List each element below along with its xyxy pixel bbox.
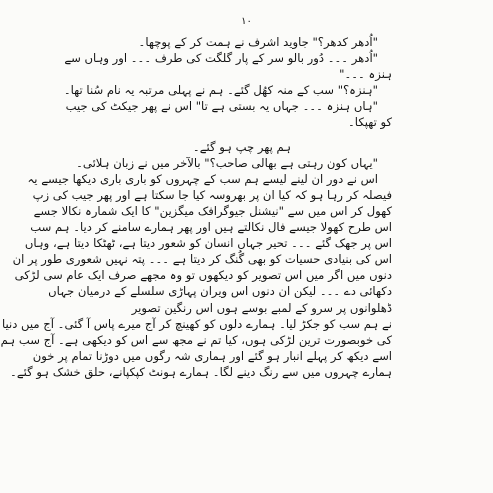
text-line: دکھائی دے ۔۔۔ لیکن ان دنوں اس ویران پہاڑی سلسلے کے درمیان جہاں xyxy=(48,284,392,299)
text-line: اس کی بنیادی حسیات کو بھی گُنگ کر دیتا ہے ۔۔۔ پتہ نہیں شعوری طور پر ان xyxy=(12,252,392,267)
text-line: فیصلہ کر رہا ہو کہ کیا ان پر بھروسہ کیا جا سکتا ہے اور پھر جیب کی زپ xyxy=(32,187,392,202)
page-number: ۱۰ xyxy=(241,16,252,27)
text-line: دنوں میں اگر میں اس تصویر کو دیکھوں تو وہ مجھے صرف ایک عام سی لڑکی xyxy=(14,268,392,283)
text-line: اس پر جھک گئے ۔۔۔ تحیر جہاں انسان کو شعور دیتا ہے، ٹھٹکا دیتا ہے، وہاں xyxy=(24,236,392,251)
text-line: ہم پھر چپ ہو گئے۔ xyxy=(192,139,292,154)
text-line: ہنزہ ۔۔۔" xyxy=(339,67,392,82)
text-line: نے ہم سب کو جکڑ لیا۔ ہمارے دلوں کو کھینچ کر آج میرے پاس آ گئی۔ آج میں دنیا xyxy=(1,316,392,331)
text-line: کو تھپکا۔ xyxy=(348,115,392,130)
text-line: "اُدھر ۔۔۔ دُور بالو سر کے پار گلگت کی طرف ۔۔۔ اور وہاں سے xyxy=(64,51,378,66)
text-line: "اُدھر کدھر؟" جاوید اشرف نے ہمت کر کے پوچھا۔ xyxy=(138,35,378,49)
text-line: کھول کر اس میں سے "نیشنل جیوگرافک میگزین" کا ایک شمارہ نکالا جسے xyxy=(33,203,392,218)
text-line: "ہنزہ؟" سب کے منہ کھُل گئے۔ ہم نے پہلی مرتبہ یہ نام سُنا تھا۔ xyxy=(63,83,378,98)
text-line: ہمارے چہروں میں سے رنگ دینے لگا۔ ہمارے ہونٹ کپکپانے، حلق خشک ہو گئے۔ xyxy=(10,364,392,379)
text-line: کی خوبصورت ترین لڑکی ہوں، کیا تم نے مجھ سے اس کو دیکھی ہے۔ آج سب ہم xyxy=(0,332,392,347)
text-line: اسے دیکھ کر پہلے انبار ہو گئے اور ہماری شہ رگوں میں دوڑنا تمام پر خون xyxy=(32,348,392,363)
text-line: "یہاں کون رہتی ہے بھالی صاحب؟" بالآخر میں نے زبان ہلائی۔ xyxy=(76,155,378,170)
text-line: "ہاں ہنزہ ۔۔۔ جہاں یہ بستی ہے تا" اس نے پھر جیکٹ کی جیب xyxy=(65,99,378,114)
text-line: اس طرح کھولا جیسے فال نکالتے ہیں اور پھر ہمارے سامنے کر دیا۔ ہم سب xyxy=(30,220,392,235)
text-line: اس نے دور ان لینے لیسے ہم سب کے چہروں کو باری باری دیکھا جیسے یہ xyxy=(27,171,378,186)
text-line: ڈھلوانوں پر سرو کے لمبے بوسے ہوں اس رنگین تصویر xyxy=(131,300,392,315)
body-text xyxy=(0,34,392,380)
